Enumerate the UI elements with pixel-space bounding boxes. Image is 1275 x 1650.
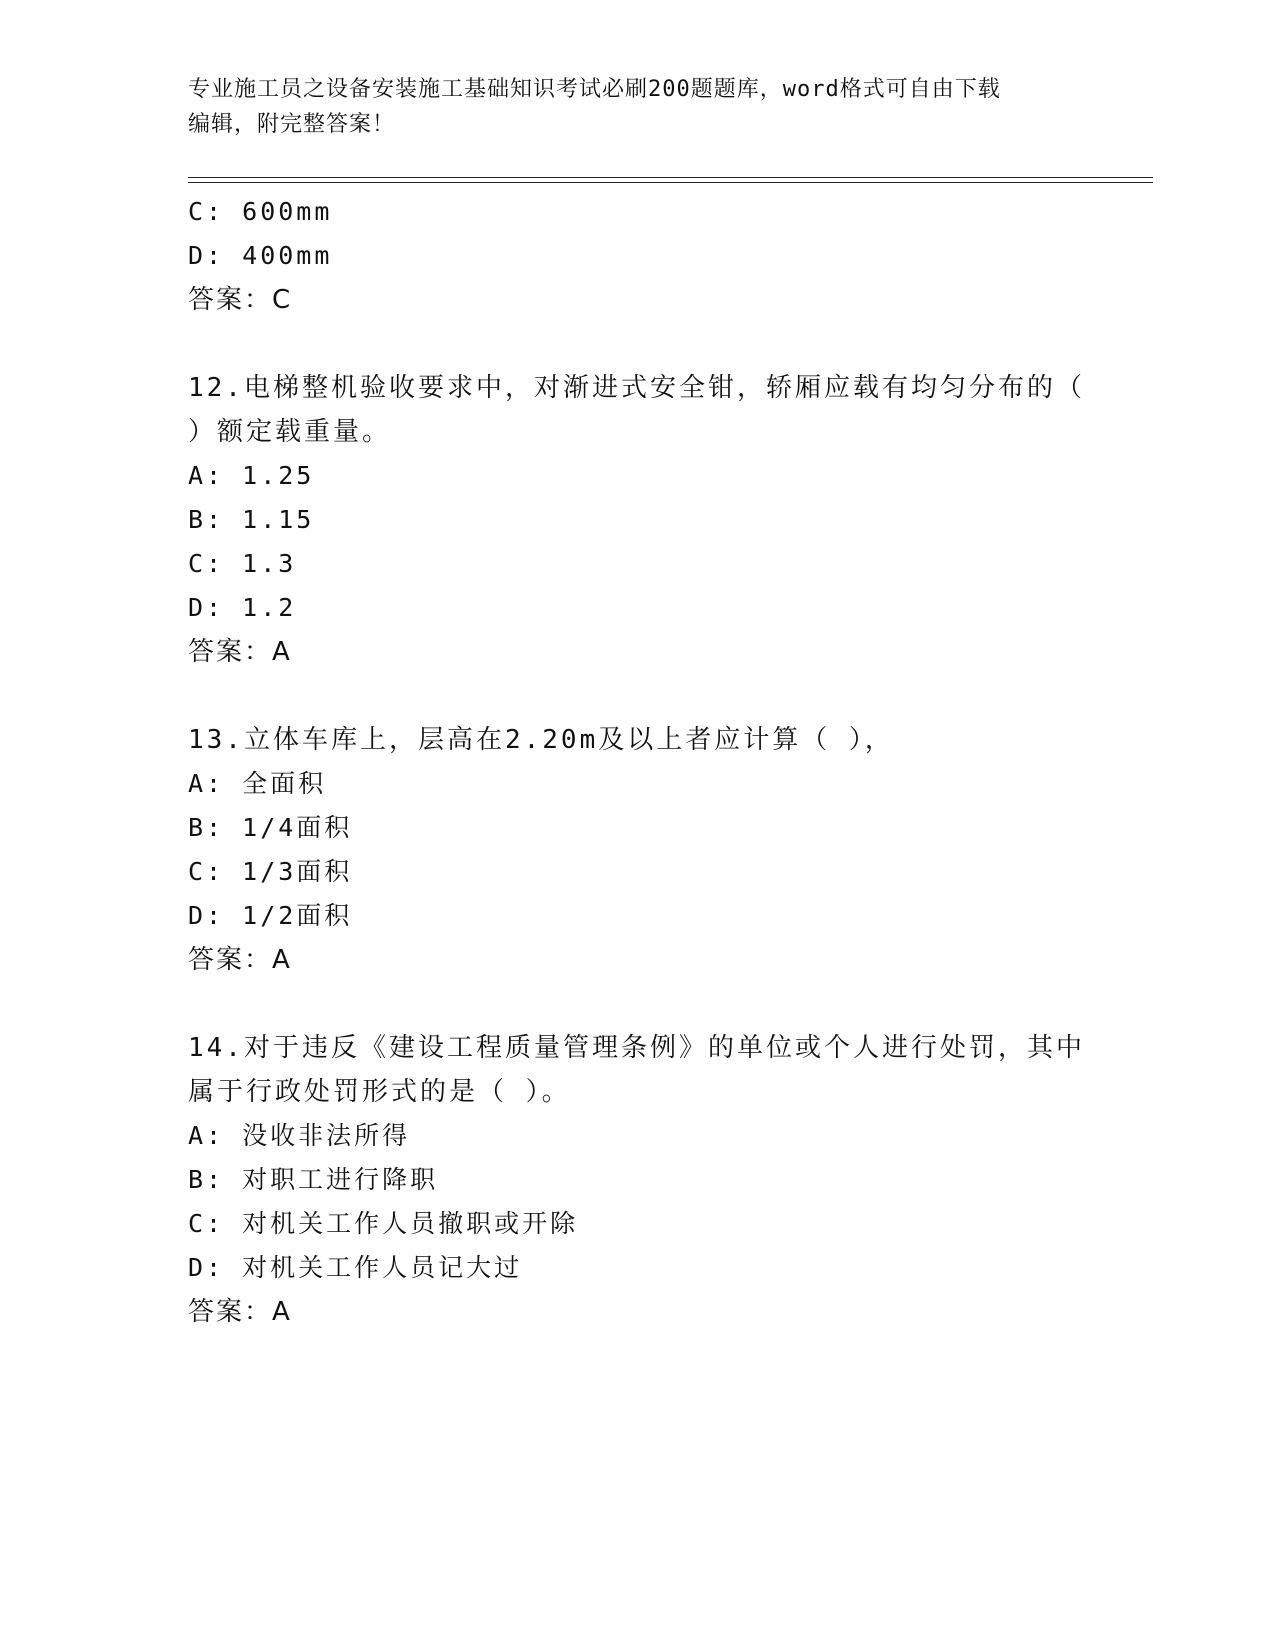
question-13-option-d: D: 1/2面积 bbox=[188, 901, 353, 930]
header-divider-top bbox=[188, 177, 1153, 178]
question-14-option-b: B: 对职工进行降职 bbox=[188, 1165, 439, 1194]
prev-option-d: D: 400mm bbox=[188, 241, 333, 270]
header-line-1: 专业施工员之设备安装施工基础知识考试必刷200题题库，word格式可自由下载 bbox=[188, 77, 1001, 102]
question-13-option-b: B: 1/4面积 bbox=[188, 813, 353, 842]
document-header bbox=[188, 72, 1068, 142]
question-13-option-c: C: 1/3面积 bbox=[188, 857, 353, 886]
header-divider-bottom bbox=[188, 182, 1153, 183]
question-14-option-c: C: 对机关工作人员撤职或开除 bbox=[188, 1209, 579, 1238]
question-13-option-a: A: 全面积 bbox=[188, 769, 327, 798]
question-14-option-a: A: 没收非法所得 bbox=[188, 1121, 411, 1150]
question-12-option-d: D: 1.2 bbox=[188, 593, 297, 622]
question-12-stem-line-1: 12.电梯整机验收要求中，对渐进式安全钳，轿厢应载有均匀分布的（ bbox=[188, 373, 1085, 403]
question-12-option-a: A: 1.25 bbox=[188, 461, 315, 490]
prev-option-c: C: 600mm bbox=[188, 197, 333, 226]
prev-answer: 答案：C bbox=[188, 285, 293, 315]
question-13-stem-line-1: 13.立体车库上，层高在2.20m及以上者应计算（ ）， bbox=[188, 725, 894, 755]
question-12-stem-line-2: ）额定载重量。 bbox=[188, 417, 392, 447]
question-14-stem-line-1: 14.对于违反《建设工程质量管理条例》的单位或个人进行处罚，其中 bbox=[188, 1033, 1085, 1063]
question-14-stem-line-2: 属于行政处罚形式的是（ ）。 bbox=[188, 1077, 571, 1107]
question-12-option-c: C: 1.3 bbox=[188, 549, 297, 578]
question-14-option-d: D: 对机关工作人员记大过 bbox=[188, 1253, 523, 1282]
question-12-answer: 答案：A bbox=[188, 637, 292, 667]
header-line-2: 编辑，附完整答案！ bbox=[188, 112, 396, 137]
question-12-option-b: B: 1.15 bbox=[188, 505, 315, 534]
question-14-answer: 答案：A bbox=[188, 1297, 292, 1327]
question-13-answer: 答案：A bbox=[188, 945, 292, 975]
